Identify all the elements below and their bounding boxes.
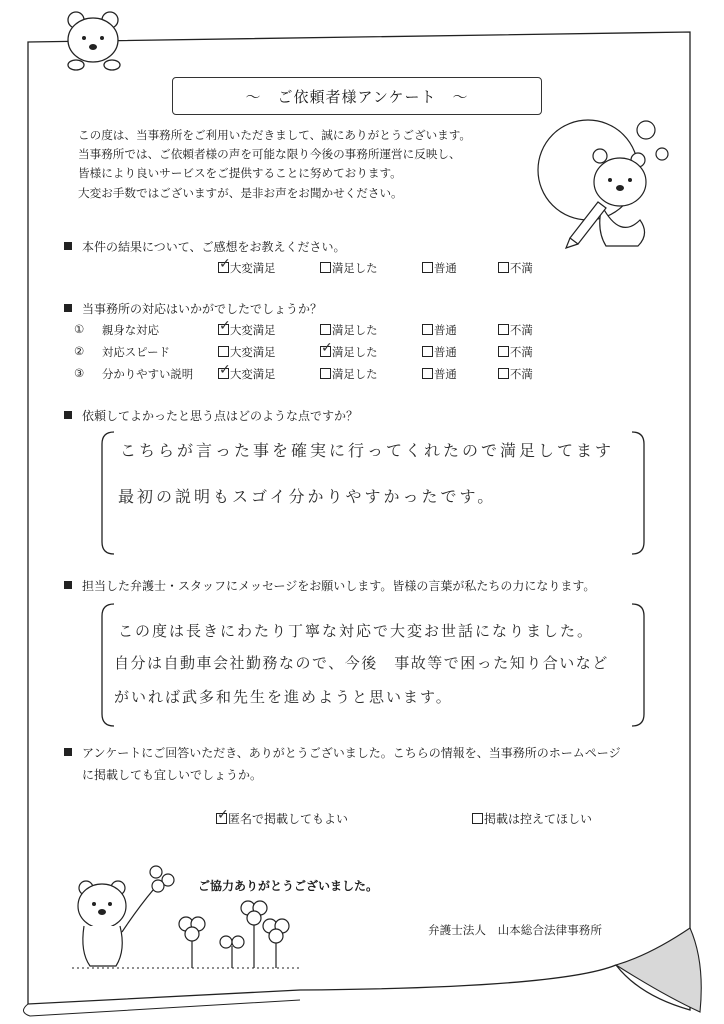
checkbox-icon[interactable] [218, 262, 229, 273]
question-4-label: 担当した弁護士・スタッフにメッセージをお願いします。皆様の言葉が私たちの力になります。 [82, 579, 596, 593]
q2-row2-dissatisfied[interactable]: 不満 [498, 344, 533, 360]
answer-4-line[interactable]: 自分は自動車会社勤務なので、今後 事故等で困った知り合いなど [114, 654, 609, 672]
checkbox-icon[interactable] [320, 324, 331, 335]
q2-row-label: 分かりやすい説明 [102, 367, 194, 381]
thanks-message: ご協力ありがとうございました。 [198, 879, 379, 893]
question-1-label: 本件の結果について、ご感想をお教えください。 [82, 240, 346, 254]
question-2-label: 当事務所の対応はいかがでしたでしょうか？ [82, 302, 323, 316]
intro-text [78, 126, 518, 203]
checkbox-icon[interactable] [218, 346, 229, 357]
answer-3-line[interactable]: 最初の説明もスゴイ分かりやすかったです。 [118, 487, 497, 506]
checkbox-icon[interactable] [498, 368, 509, 379]
q1-option-very-satisfied[interactable]: ✓大変満足 [218, 260, 276, 276]
checkbox-icon[interactable] [216, 813, 227, 824]
intro-line: 当事務所では、ご依頼者様の声を可能な限り今後の事務所運営に反映し、 [78, 147, 461, 162]
q2-row1-dissatisfied[interactable]: 不満 [498, 322, 533, 338]
q2-row-num: ② [74, 344, 85, 358]
checkbox-icon[interactable] [320, 262, 331, 273]
bear-clover-illustration [72, 862, 302, 974]
answer-4-line[interactable]: この度は長きにわたり丁寧な対応で大変お世話になりました。 [118, 622, 595, 640]
checkbox-icon[interactable] [472, 813, 483, 824]
q2-row3-normal[interactable]: 普通 [422, 366, 457, 382]
survey-title: ～ ご依頼者様アンケート ～ [172, 77, 542, 115]
q2-row1-satisfied[interactable]: 満足した [320, 322, 378, 338]
checkbox-icon[interactable] [498, 346, 509, 357]
q1-option-satisfied[interactable]: 満足した [320, 260, 378, 276]
intro-line: 皆様により良いサービスをご提供することに努めております。 [78, 166, 402, 181]
bullet-square-icon [64, 411, 72, 419]
q2-row2-very-satisfied[interactable]: 大変満足 [218, 344, 276, 360]
question-5 [64, 744, 621, 761]
answer-4-line[interactable]: がいれば武多和先生を進めようと思います。 [114, 688, 453, 706]
bullet-square-icon [64, 748, 72, 756]
q2-row-label: 対応スピード [102, 345, 170, 359]
question-4 [64, 577, 595, 594]
checkbox-icon[interactable] [422, 346, 433, 357]
question-5-label-cont: に掲載しても宜しいでしょうか。 [82, 768, 263, 782]
bullet-square-icon [64, 304, 72, 312]
question-5-label: アンケートにご回答いただき、ありがとうございました。こちらの情報を、当事務所のホームページ [82, 746, 621, 760]
q2-row-num: ③ [74, 366, 85, 380]
question-1 [64, 238, 346, 255]
q2-row3-dissatisfied[interactable]: 不満 [498, 366, 533, 382]
q2-row2-normal[interactable]: 普通 [422, 344, 457, 360]
checkbox-icon[interactable] [320, 368, 331, 379]
q1-option-dissatisfied[interactable]: 不満 [498, 260, 533, 276]
question-3-label: 依頼してよかったと思う点はどのような点ですか？ [82, 409, 359, 423]
q2-row2-satisfied[interactable]: ✓ 満足した [320, 344, 378, 360]
publish-ng-option[interactable]: 掲載は控えてほしい [472, 810, 592, 827]
q2-row1-very-satisfied[interactable]: ✓ 大変満足 [218, 322, 276, 338]
q2-row3-satisfied[interactable]: 満足した [320, 366, 378, 382]
q2-row1-normal[interactable]: 普通 [422, 322, 457, 338]
bullet-square-icon [64, 581, 72, 589]
checkbox-icon[interactable] [218, 324, 229, 335]
checkbox-icon[interactable] [498, 262, 509, 273]
question-3 [64, 407, 358, 424]
q2-row-num: ① [74, 322, 85, 336]
checkbox-icon[interactable] [422, 262, 433, 273]
bullet-square-icon [64, 242, 72, 250]
q2-row3-very-satisfied[interactable]: ✓ 大変満足 [218, 366, 276, 382]
q2-row-label: 親身な対応 [102, 323, 159, 337]
bear-pencil-illustration [526, 112, 676, 252]
intro-line: 大変お手数ではございますが、是非お声をお聞かせください。 [78, 185, 403, 200]
answer-3-line[interactable]: こちらが言った事を確実に行ってくれたので満足してます [120, 441, 615, 460]
question-2 [64, 300, 322, 317]
checkbox-icon[interactable] [320, 346, 331, 357]
law-firm-signature: 弁護士法人 山本総合法律事務所 [428, 923, 602, 937]
checkbox-icon[interactable] [422, 368, 433, 379]
checkbox-icon[interactable] [422, 324, 433, 335]
checkbox-icon[interactable] [498, 324, 509, 335]
publish-ok-option[interactable]: ✓匿名で掲載してもよい [216, 810, 348, 827]
checkbox-icon[interactable] [218, 368, 229, 379]
bear-peeking-illustration [58, 10, 130, 72]
q1-option-normal[interactable]: 普通 [422, 260, 457, 276]
intro-line: この度は、当事務所をご利用いただきまして、誠にありがとうございます。 [78, 128, 472, 142]
